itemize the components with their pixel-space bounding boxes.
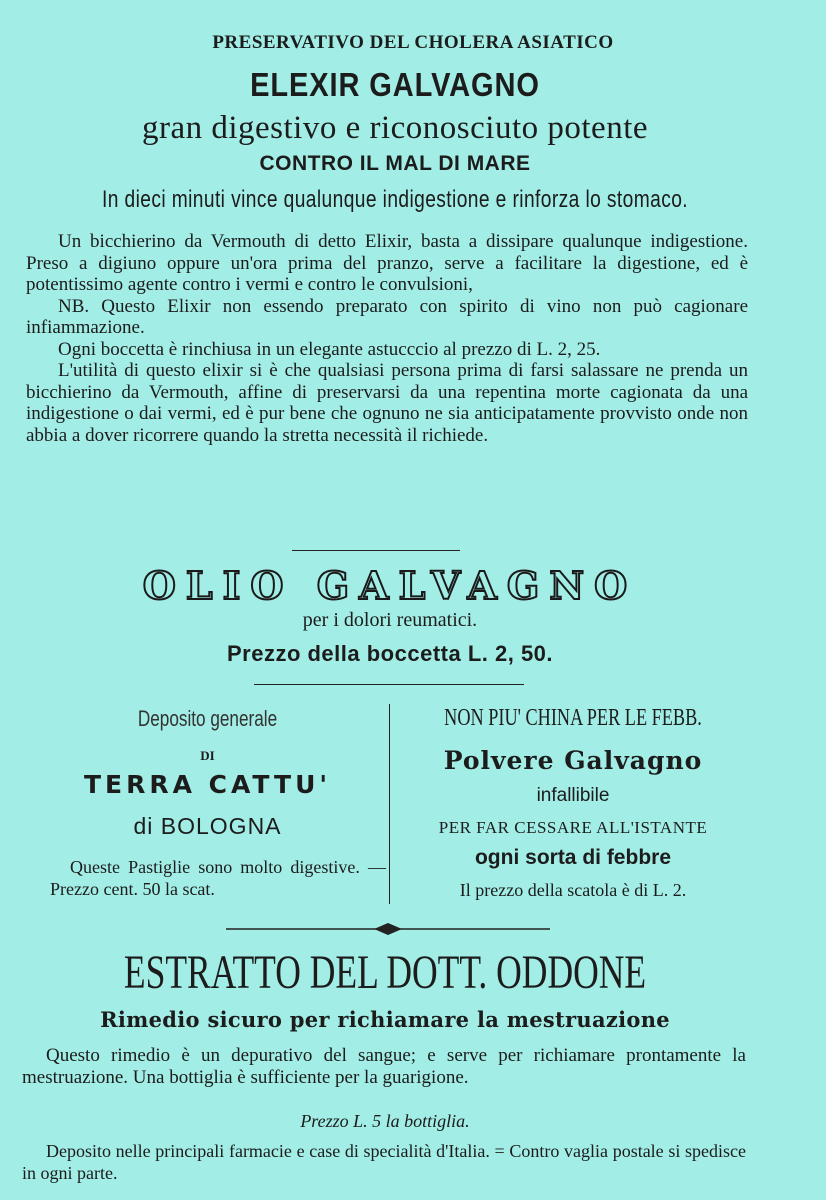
oddone-deposito <box>22 1140 746 1184</box>
oddone-price: Prezzo L. 5 la bottiglia. <box>300 1111 470 1131</box>
divider-rule <box>292 550 460 551</box>
olio-price: Prezzo della boccetta L. 2, 50. <box>226 641 554 666</box>
elixir-title: ELEXIR GALVAGNO <box>250 66 540 103</box>
polvere-line5: ogni sorta di febbre <box>474 846 671 869</box>
polvere-line1: NON PIU' CHINA PER LE FEBB. <box>444 705 702 731</box>
elixir-nb-paragraph: NB. Questo Elixir non essendo preparato con spirito di vino non può cagionare infiammazione. <box>26 295 748 338</box>
deposito-line2: DI <box>200 748 215 763</box>
oddone-title: ESTRATTO DEL DOTT. ODDONE <box>123 946 647 999</box>
oddone-paragraph: Questo rimedio è un depurativo del sangue; e serve per richiamare prontamente la mestruazione. Una bottiglia è sufficiente per la guarigione. <box>22 1045 746 1088</box>
elixir-tagline: In dieci minuti vince qualunque indigestione e rinforza lo stomaco. <box>101 186 689 213</box>
deposito-line1: Deposito generale <box>137 706 278 731</box>
oddone-body <box>22 1045 746 1089</box>
column-divider <box>389 704 390 904</box>
polvere-line3: infallibile <box>536 785 610 806</box>
polvere-line4: PER FAR CESSARE ALL'ISTANTE <box>438 818 708 837</box>
elixir-body <box>26 231 748 446</box>
oddone-subtitle: Rimedio sicuro per richiamare la mestruazione <box>100 1007 670 1032</box>
ornament-divider <box>226 920 550 938</box>
polvere-price: Il prezzo della scatola è di L. 2. <box>459 880 687 900</box>
divider-rule <box>254 684 524 685</box>
preservativo-line: PRESERVATIVO DEL CHOLERA ASIATICO <box>212 32 614 53</box>
elixir-subtitle: gran digestivo e riconosciuto potente <box>141 110 649 146</box>
elixir-paragraph: Ogni boccetta è rinchiusa in un elegante astucccio al prezzo di L. 2, 25. <box>58 338 601 360</box>
olio-subtitle: per i dolori reumatici. <box>302 609 478 631</box>
oddone-deposito-text: Deposito nelle principali farmacie e case di specialità d'Italia. = Contro vaglia postale si spedisce in ogni parte. <box>22 1141 746 1183</box>
elixir-contro: CONTRO IL MAL DI MARE <box>259 152 531 175</box>
deposito-line4: di BOLOGNA <box>133 813 282 839</box>
deposito-line3: TERRA CATTU' <box>83 770 332 799</box>
deposito-text: Queste Pastiglie sono molto digestive. — Prezzo cent. 50 la scat. <box>50 857 386 899</box>
elixir-paragraph: L'utilità di questo elixir si è che qualsiasi persona prima di farsi salassare ne prenda un bicchierino da Vermouth, affine di preservarsi da una repentina morte cagionata da una indigestione o dai vermi, ed è pur bene che ognuno ne sia anticipatamente provvisto onde non abbia a dover ricorrere quando la stretta necessità il richiede. <box>26 360 748 446</box>
olio-title: OLIO GALVAGNO <box>142 563 638 608</box>
elixir-paragraph: Un bicchierino da Vermouth di detto Elixir, basta a dissipare qualunque indigestione. Preso a digiuno oppure un'ora prima del pranzo, serve a facilitare la digestione, ed è potentissimo agente contro i vermi e contro le convulsioni, <box>26 231 748 295</box>
polvere-title: Polvere Galvagno <box>443 746 703 775</box>
